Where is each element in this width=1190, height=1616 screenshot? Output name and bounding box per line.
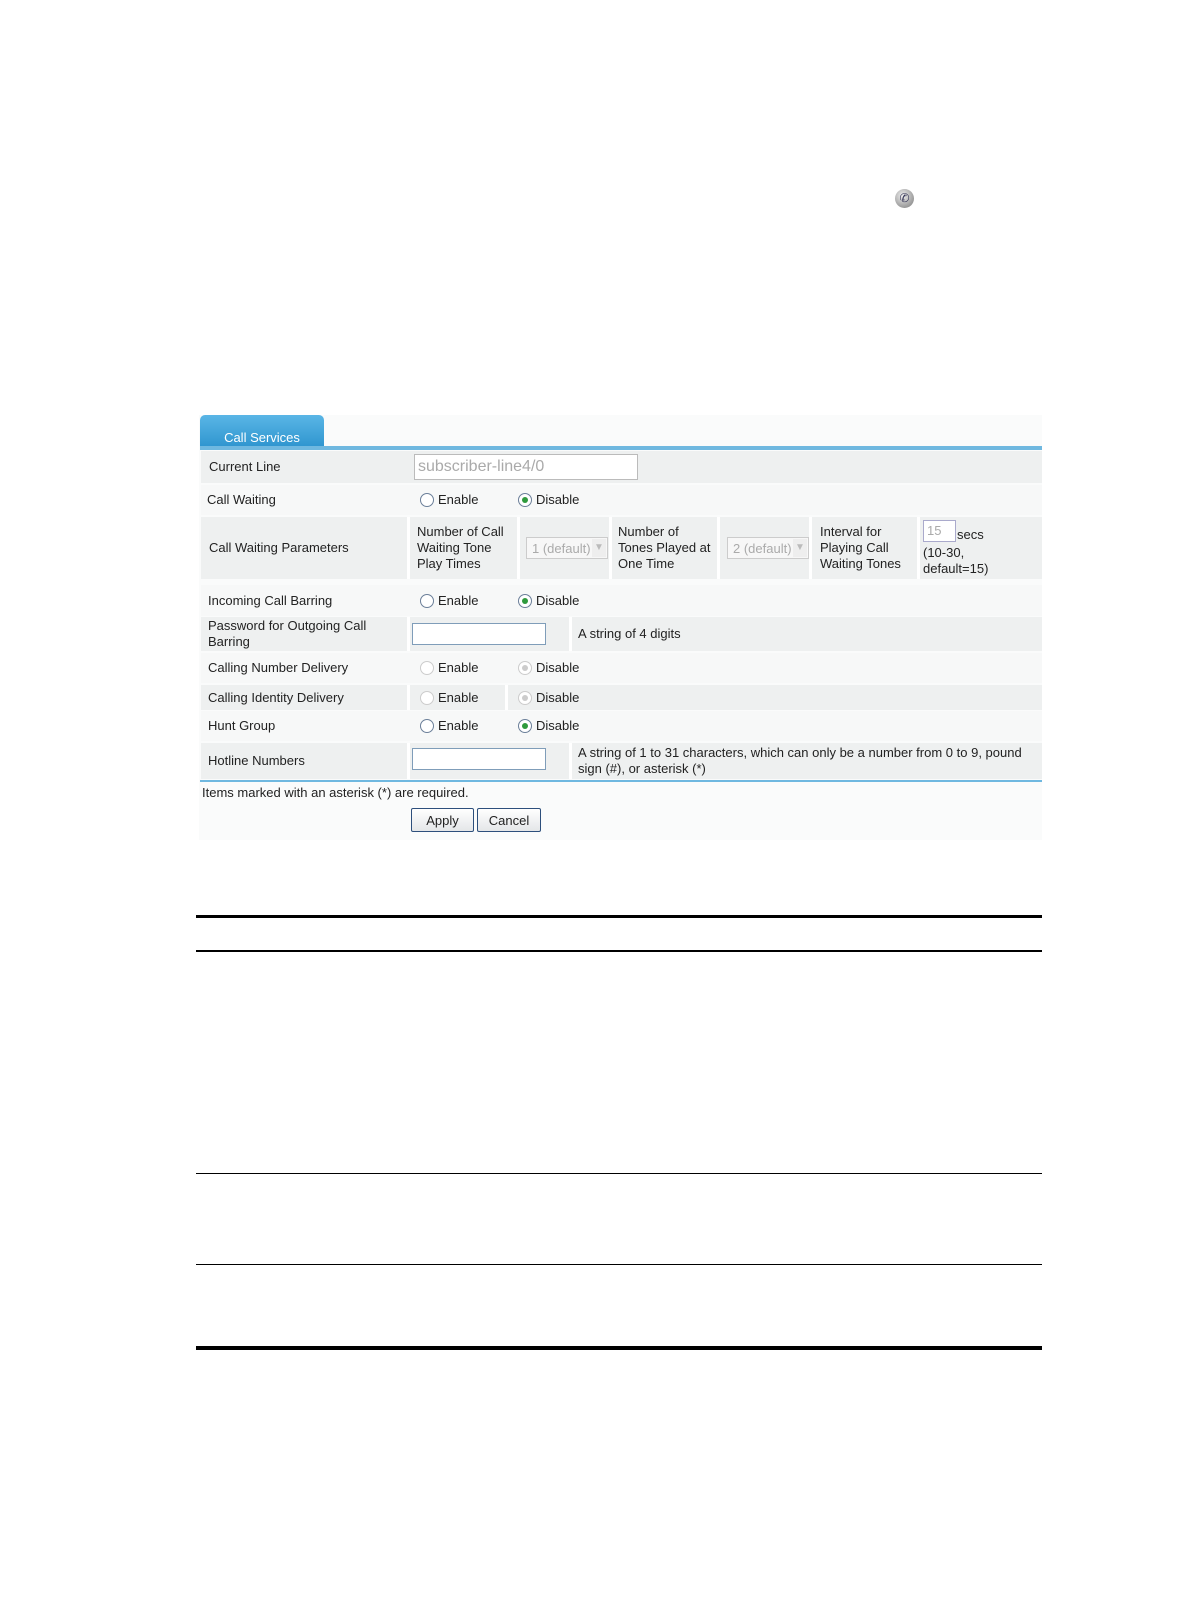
calling-identity-disable-radio: Disable — [505, 685, 579, 710]
interval-hint: (10-30, default=15) — [923, 545, 989, 576]
calling-number-disable-radio: Disable — [518, 653, 579, 683]
row-current-line — [201, 451, 1042, 483]
incoming-barring-disable-radio[interactable]: Disable — [518, 585, 579, 616]
table-bottom-rule — [196, 1346, 1042, 1350]
outgoing-password-input[interactable] — [412, 623, 546, 645]
row-call-waiting — [201, 485, 1042, 515]
phone-icon: ✆ — [895, 189, 914, 208]
row-call-waiting-parameters — [201, 517, 1042, 579]
tones-label: Number of Tones Played at One Time — [609, 517, 716, 579]
table-header-rule — [196, 950, 1042, 952]
call-waiting-enable-radio[interactable]: Enable — [420, 485, 478, 515]
interval-input[interactable]: 15 — [923, 520, 956, 542]
table-row-rule — [196, 1264, 1042, 1265]
cancel-button[interactable]: Cancel — [477, 808, 541, 832]
tab-underline — [200, 446, 1042, 450]
chevron-down-icon: ▼ — [592, 539, 606, 557]
tones-select: 2 (default) ▼ — [727, 537, 809, 559]
calling-identity-label: Calling Identity Delivery — [208, 689, 344, 705]
hunt-group-disable-radio[interactable]: Disable — [518, 711, 579, 741]
table-row-rule — [196, 1173, 1042, 1174]
interval-label: Interval for Playing Call Waiting Tones — [809, 517, 915, 579]
interval-unit: secs — [957, 527, 984, 542]
play-times-select: 1 (default) ▼ — [526, 537, 608, 559]
call-waiting-label: Call Waiting — [207, 492, 276, 507]
calling-number-label: Calling Number Delivery — [208, 660, 349, 675]
current-line-input: subscriber-line4/0 — [414, 454, 638, 480]
row-incoming-call-barring — [201, 585, 1042, 616]
apply-button[interactable]: Apply — [411, 808, 474, 832]
row-outgoing-password — [201, 617, 1042, 651]
hunt-group-label: Hunt Group — [208, 718, 276, 733]
form-bottom-divider — [200, 780, 1042, 782]
row-hotline-numbers — [201, 743, 1042, 779]
hotline-input[interactable] — [412, 748, 546, 770]
incoming-barring-label: Incoming Call Barring — [208, 592, 333, 608]
params-label: Call Waiting Parameters — [209, 540, 349, 555]
outgoing-password-hint: A string of 4 digits — [569, 617, 681, 651]
hotline-label: Hotline Numbers — [208, 753, 305, 768]
tab-label: Call Services — [224, 430, 300, 445]
tab-call-services[interactable] — [200, 415, 324, 447]
table-top-rule — [196, 915, 1042, 918]
outgoing-password-label: Password for Outgoing Call Barring — [208, 618, 367, 649]
row-hunt-group — [201, 711, 1042, 741]
calling-identity-enable-radio: Enable — [407, 685, 516, 710]
row-calling-number-delivery — [201, 653, 1042, 683]
row-calling-identity-delivery — [201, 685, 1042, 710]
hotline-hint: A string of 1 to 31 characters, which can only be a number from 0 to 9, pound sign (#), or asterisk (*) — [569, 743, 1048, 779]
current-line-label: Current Line — [209, 459, 281, 474]
chevron-down-icon: ▼ — [793, 539, 807, 557]
footer-note: Items marked with an asterisk (*) are required. — [202, 785, 469, 800]
calling-number-enable-radio: Enable — [420, 653, 478, 683]
incoming-barring-enable-radio[interactable]: Enable — [420, 585, 478, 616]
play-times-label: Number of Call Waiting Tone Play Times — [407, 517, 517, 579]
hunt-group-enable-radio[interactable]: Enable — [420, 711, 478, 741]
call-waiting-disable-radio[interactable]: Disable — [518, 485, 579, 515]
